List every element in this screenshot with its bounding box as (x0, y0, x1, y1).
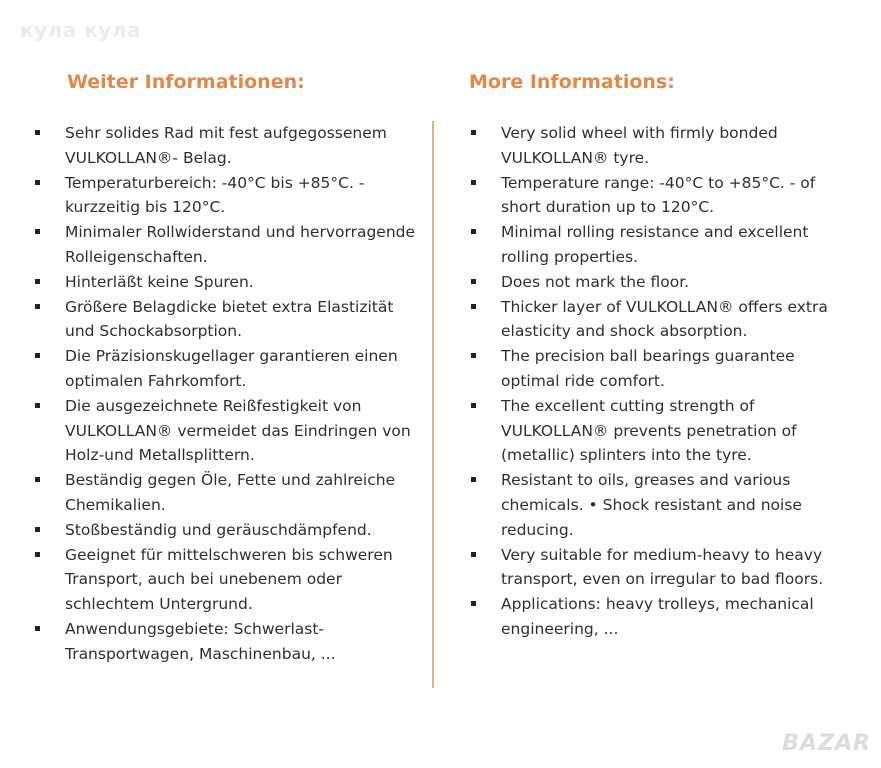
list-item (35, 295, 420, 345)
list-item (35, 543, 420, 617)
bullet-icon (35, 304, 40, 309)
list-item (35, 121, 420, 171)
list-item-text: Größere Belagdicke bietet extra Elastizität und Schockabsorption. (65, 297, 394, 341)
list-item-text: The excellent cutting strength of VULKOLLAN® prevents penetration of (metallic) splinters into the tyre. (501, 396, 797, 465)
list-item-text: Minimal rolling resistance and excellent rolling properties. (501, 223, 809, 266)
german-feature-list (35, 121, 420, 667)
list-item-text: Thicker layer of VULKOLLAN® offers extra elasticity and shock absorption. (501, 297, 828, 341)
bullet-icon (35, 626, 40, 631)
bullet-icon (35, 180, 40, 185)
list-item (35, 518, 420, 543)
watermark-text: кула кула (20, 18, 141, 42)
english-section-title: More Informations: (469, 71, 675, 93)
list-item (35, 270, 420, 295)
list-item-text: Does not mark the floor. (501, 272, 690, 291)
list-item (35, 468, 420, 518)
bullet-icon (471, 180, 476, 185)
list-item-text: Die ausgezeichnete Reißfestigkeit von VULKOLLAN® vermeidet das Eindringen von Holz-und Metallsplittern. (65, 396, 411, 465)
list-item (471, 220, 836, 270)
list-item-text: Applications: heavy trolleys, mechanical engineering, ... (501, 595, 814, 638)
bullet-icon (35, 279, 40, 284)
list-item (471, 543, 836, 593)
bullet-icon (35, 130, 40, 135)
list-item (471, 394, 836, 468)
list-item-text: Very suitable for medium-heavy to heavy transport, even on irregular to bad floors. (501, 545, 824, 589)
bullet-icon (35, 229, 40, 234)
bullet-icon (35, 403, 40, 408)
bullet-icon (471, 279, 476, 284)
bullet-icon (471, 229, 476, 234)
bullet-icon (35, 552, 40, 557)
bullet-icon (35, 527, 40, 532)
list-item-text: Temperaturbereich: -40°C bis +85°C. - kurzzeitig bis 120°C. (65, 173, 365, 217)
list-item-text: Temperature range: -40°C to +85°C. - of short duration up to 120°C. (501, 173, 816, 217)
list-item (35, 220, 420, 270)
list-item (35, 394, 420, 468)
list-item-text: Die Präzisionskugellager garantieren einen optimalen Fahrkomfort. (65, 347, 398, 390)
bullet-icon (471, 403, 476, 408)
list-item-text: Hinterläßt keine Spuren. (65, 272, 254, 291)
bullet-icon (35, 477, 40, 482)
list-item (35, 344, 420, 394)
list-item (471, 592, 836, 642)
list-item-text: Stoßbeständig und geräuschdämpfend. (65, 520, 372, 539)
list-item-text: Sehr solides Rad mit fest aufgegossenem VULKOLLAN®- Belag. (65, 124, 387, 167)
list-item (471, 468, 836, 542)
list-item-text: Anwendungsgebiete: Schwerlast-Transportwagen, Maschinenbau, ... (65, 619, 336, 663)
list-item-text: Resistant to oils, greases and various chemicals. • Shock resistant and noise reducing. (501, 471, 802, 539)
bullet-icon (471, 477, 476, 482)
list-item-text: Geeignet für mittelschweren bis schweren Transport, auch bei unebenem oder schlechtem Untergrund. (65, 545, 393, 614)
list-item (471, 270, 836, 295)
list-item (471, 121, 836, 171)
list-item (471, 295, 836, 345)
bullet-icon (471, 601, 476, 606)
bullet-icon (471, 552, 476, 557)
bullet-icon (35, 353, 40, 358)
english-feature-list (471, 121, 836, 642)
list-item (471, 344, 836, 394)
bullet-icon (471, 353, 476, 358)
bazar-logo: BAZAR (782, 731, 871, 756)
german-section-title: Weiter Informationen: (67, 71, 305, 93)
list-item-text: Beständig gegen Öle, Fette und zahlreiche Chemikalien. (65, 471, 396, 514)
list-item (35, 617, 420, 667)
list-item-text: Minimaler Rollwiderstand und hervorragende Rolleigenschaften. (65, 223, 416, 266)
bullet-icon (471, 130, 476, 135)
list-item (471, 171, 836, 221)
list-item-text: The precision ball bearings guarantee optimal ride comfort. (501, 347, 795, 390)
list-item-text: Very solid wheel with firmly bonded VULKOLLAN® tyre. (501, 124, 778, 167)
column-divider (432, 121, 434, 688)
bullet-icon (471, 304, 476, 309)
list-item (35, 171, 420, 221)
